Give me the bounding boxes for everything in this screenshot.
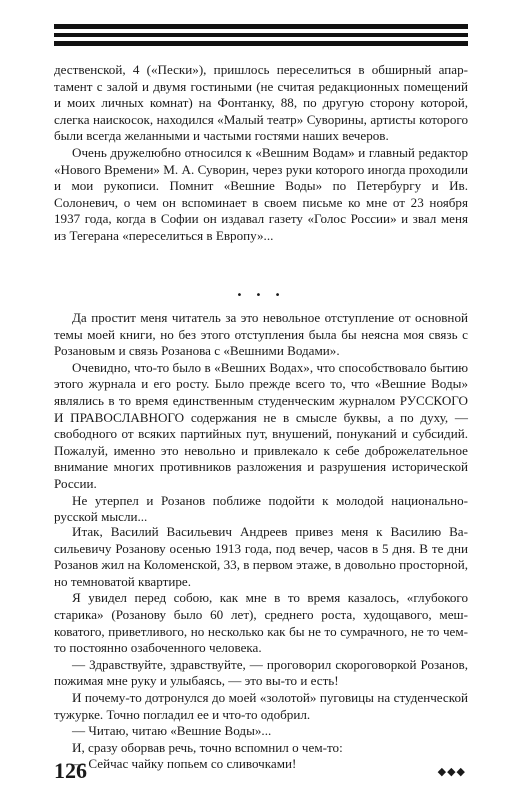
paragraph: И почему-то дотронулся до моей «золотой» пуговицы на студенческой тужурке. Точно погладил ее и что-то одобрил.: [54, 689, 468, 722]
paragraph: Очень дружелюбно относился к «Вешним Водам» и главный редактор «Нового Времени» М. А. Суворин, через руки которого иногда проходили и мои рукописи. Помнит «Вешние Воды» по Петербургу и Ив. Солоневич, о чем он вспоминает в своем письме ко мне от 23 ноября 1937 года, когда в Софии он издавал газету «Голос России» и звал меня из Тегерана «переселиться в Европу»...: [54, 144, 468, 243]
paragraph: — Здравствуйте, здравствуйте, — проговорил скороговоркой Розанов, пожимая мне руку и улыбаясь, — это вы-то и есть!: [54, 656, 468, 689]
paragraph: Да простит меня читатель за это невольное отступление от основной темы моей книги, но без этого отступления была бы неясна моя связь с Розановым и связь Розанова с «Вешними Водами».: [54, 310, 468, 359]
paragraph: дественской, 4 («Пески»), пришлось переселиться в обширный апартамент с залой и двумя гостиными (не считая редакционных помещений и моих личных комнат) на Фонтанку, 88, по другую сторону которой, слегка наискосок, находился «Малый театр» Суворины, артисты которого были всегда желанными и частыми гостями наших вечеров.: [54, 62, 468, 144]
paragraph: Очевидно, что-то было в «Вешних Водах», что способствовало бытию этого журнала и его росту. Было прежде всего то, что «Вешние Воды» являлись в то время единственным студенческим журналом РУССКОГО И ПРАВОСЛАВНОГО содержания не в смысле буквы, а по духу, — свободного от всяких партийных пут, внушений, понуканий и субсидий. Пожалуй, именно это невольно и привлекало к себе доброжелательное внимание многих противников разложения и разрушения исторической России.: [54, 359, 468, 491]
paragraph: — Читаю, читаю «Вешние Воды»...: [72, 723, 272, 739]
page-number: 126: [54, 758, 87, 783]
paragraph: — Сейчас чайку попьем со сливочками!: [72, 756, 297, 772]
paragraph: И, сразу оборвав речь, точно вспомнил о чем-то:: [72, 739, 343, 755]
text-block-3: [54, 524, 468, 773]
diamond-ornament-icon: ◆◆◆: [437, 765, 466, 778]
paragraph: Я увидел перед собою, как мне в то время казалось, «глубокого старика» (Розанову было 60 лет), среднего роста, худощавого, мешковатого, приветливого, но несколько как бы не то сумрачного, не то чем-то постоянно озабоченного человека.: [54, 590, 468, 656]
header-rule: [54, 24, 468, 46]
paragraph: Не утерпел и Розанов поближе подойти к молодой национально-русской мысли...: [54, 492, 468, 525]
text-block-1: [54, 62, 468, 245]
paragraph: Итак, Василий Васильевич Андреев привез меня к Василию Васильевичу Розанову осенью 1913 года, под вечер, часов в 5 дня. В те дни Розанов жил на Коломенской, 33, в первом этаже, в довольно просторной, но темноватой квартире.: [54, 524, 468, 589]
section-divider: • • •: [236, 290, 286, 301]
text-block-2: [54, 310, 468, 526]
